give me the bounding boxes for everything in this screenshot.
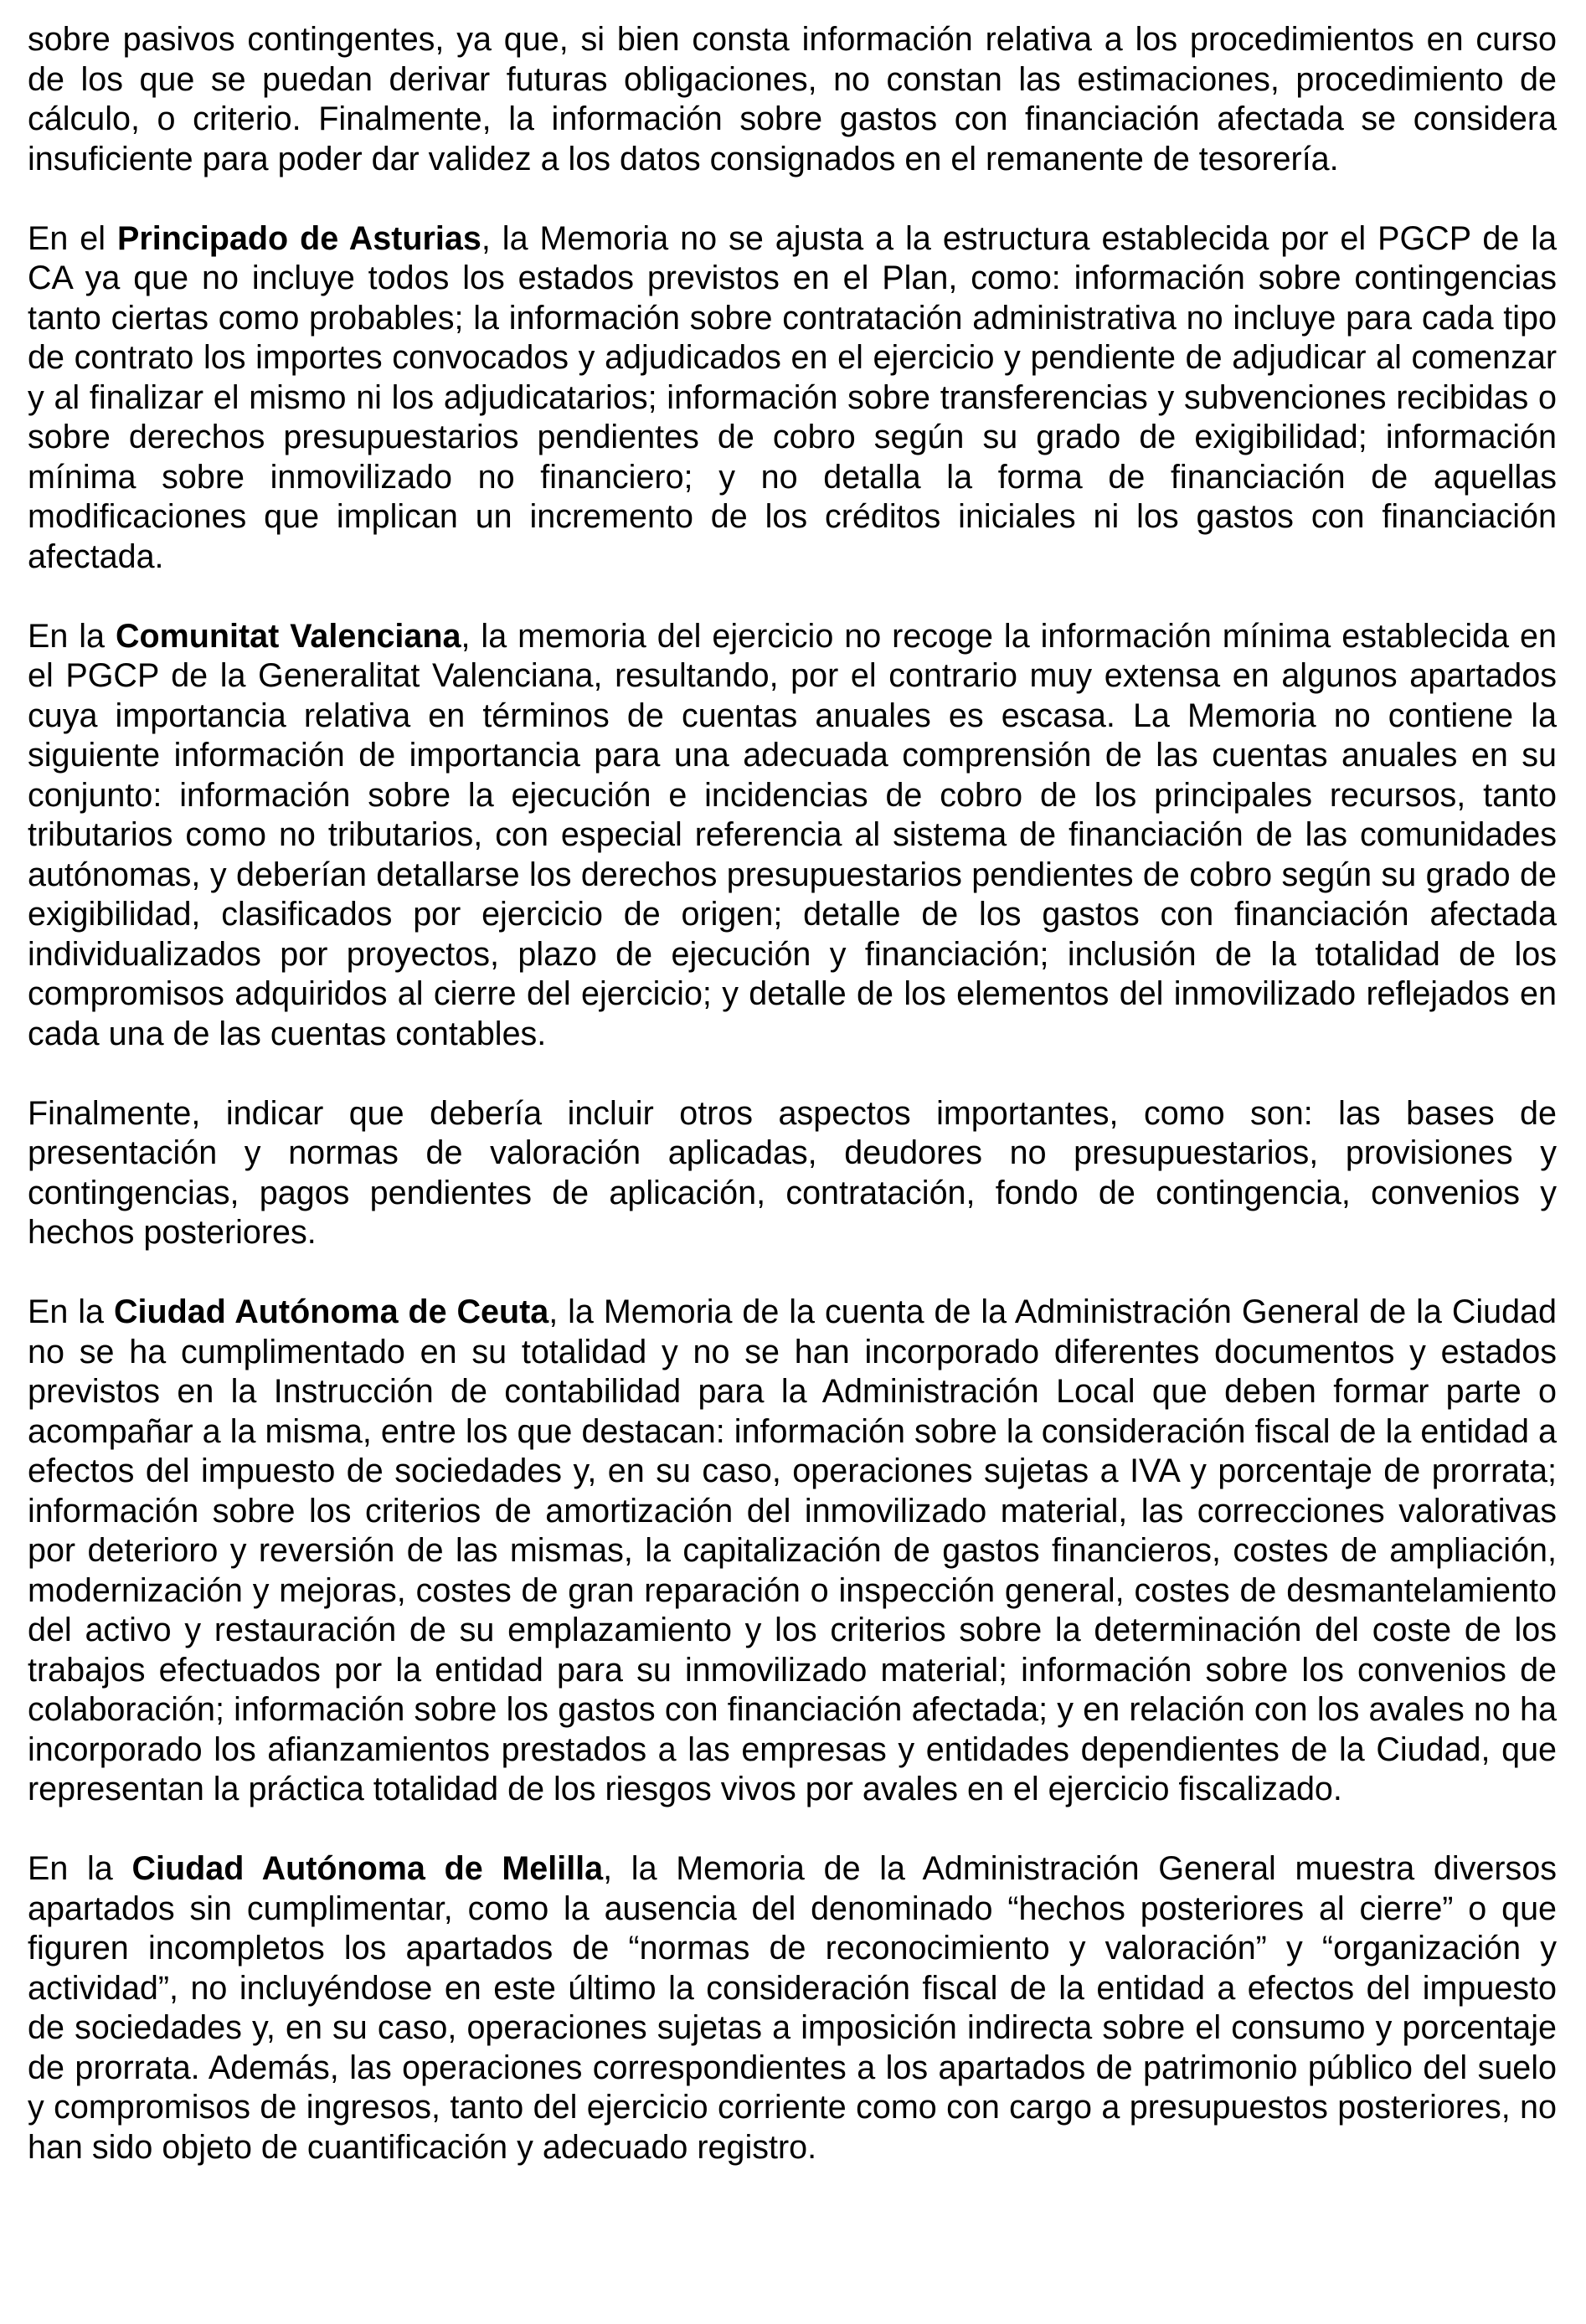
paragraph-text: En la (28, 1293, 114, 1330)
paragraph-ciudad-ceuta (28, 1293, 1557, 1810)
entity-name-bold: Ciudad Autónoma de Ceuta (113, 1293, 549, 1330)
paragraph-text: , la Memoria no se ajusta a la estructura establecida por el PGCP de la CA ya que no incluye todos los estados previstos en el Plan, como: información sobre contingencias tanto ciertas como probables; la información sobre contratación administrativa no incluye para cada tipo de contrato los importes convocados y adjudicados en el ejercicio y pendiente de adjudicar al comenzar y al finalizar el mismo ni los adjudicatarios; información sobre transferencias y subvenciones recibidas o sobre derechos presupuestarios pendientes de cobro según su grado de exigibilidad; información mínima sobre inmovilizado no financiero; y no detalla la forma de financiación de aquellas modificaciones que implican un incremento de los créditos iniciales ni los gastos con financiación afectada. (28, 219, 1557, 575)
paragraph-text: En la (28, 617, 116, 655)
entity-name-bold: Principado de Asturias (117, 219, 481, 257)
paragraph-text: , la memoria del ejercicio no recoge la información mínima establecida en el PGCP de la Generalitat Valenciana, resultando, por el contrario muy extensa en algunos apartados cuya importancia relativa en términos de cuentas anuales es escasa. La Memoria no contiene la siguiente información de importancia para una adecuada comprensión de las cuentas anuales en su conjunto: información sobre la ejecución e incidencias de cobro de los principales recursos, tanto tributarios como no tributarios, con especial referencia al sistema de financiación de las comunidades autónomas, y deberían detallarse los derechos presupuestarios pendientes de cobro según su grado de exigibilidad, clasificados por ejercicio de origen; detalle de los gastos con financiación afectada individualizados por proyectos, plazo de ejecución y financiación; inclusión de la totalidad de los compromisos adquiridos al cierre del ejercicio; y detalle de los elementos del inmovilizado reflejados en cada una de las cuentas contables. (28, 617, 1557, 1052)
paragraph-text: sobre pasivos contingentes, ya que, si bien consta información relativa a los procedimientos en curso de los que se puedan derivar futuras obligaciones, no constan las estimaciones, procedimiento de cálculo, o criterio. Finalmente, la información sobre gastos con financiación afectada se considera insuficiente para poder dar validez a los datos consignados en el remanente de tesorería. (28, 21, 1557, 177)
paragraph-pasivos-contingentes (28, 20, 1557, 179)
paragraph-principado-asturias (28, 219, 1557, 578)
paragraph-comunitat-valenciana (28, 617, 1557, 1055)
paragraph-finalmente (28, 1094, 1557, 1253)
paragraph-text: En el (28, 219, 118, 257)
entity-name-bold: Comunitat Valenciana (116, 617, 461, 655)
paragraph-text: Finalmente, indicar que debería incluir otros aspectos importantes, como son: las bases de presentación y normas de valoración aplicadas, deudores no presupuestarios, provisiones y contingencias, pagos pendientes de aplicación, contratación, fondo de contingencia, convenios y hechos posteriores. (28, 1094, 1557, 1251)
paragraph-text: En la (28, 1850, 132, 1887)
paragraph-text: , la Memoria de la Administración General muestra diversos apartados sin cumplimentar, como la ausencia del denominado “hechos posteriores al cierre” o que figuren incompletos los apartados de “normas de reconocimiento y valoración” y “organización y actividad”, no incluyéndose en este último la consideración fiscal de la entidad a efectos del impuesto de sociedades y, en su caso, operaciones sujetas a imposición indirecta sobre el consumo y porcentaje de prorrata. Además, las operaciones correspondientes a los apartados de patrimonio público del suelo y compromisos de ingresos, tanto del ejercicio corriente como con cargo a presupuestos posteriores, no han sido objeto de cuantificación y adecuado registro. (28, 1850, 1557, 2166)
paragraph-ciudad-melilla (28, 1849, 1557, 2167)
entity-name-bold: Ciudad Autónoma de Melilla (131, 1850, 604, 1887)
document-page (28, 20, 1557, 2167)
paragraph-text: , la Memoria de la cuenta de la Administración General de la Ciudad no se ha cumplimentado en su totalidad y no se han incorporado diferentes documentos y estados previstos en la Instrucción de contabilidad para la Administración Local que deben formar parte o acompañar a la misma, entre los que destacan: información sobre la consideración fiscal de la entidad a efectos del impuesto de sociedades y, en su caso, operaciones sujetas a IVA y porcentaje de prorrata; información sobre los criterios de amortización del inmovilizado material, las correcciones valorativas por deterioro y reversión de las mismas, la capitalización de gastos financieros, costes de ampliación, modernización y mejoras, costes de gran reparación o inspección general, costes de desmantelamiento del activo y restauración de su emplazamiento y los criterios sobre la determinación del coste de los trabajos efectuados por la entidad para su inmovilizado material; información sobre los convenios de colaboración; información sobre los gastos con financiación afectada; y en relación con los avales no ha incorporado los afianzamientos prestados a las empresas y entidades dependientes de la Ciudad, que representan la práctica totalidad de los riesgos vivos por avales en el ejercicio fiscalizado. (28, 1293, 1557, 1807)
